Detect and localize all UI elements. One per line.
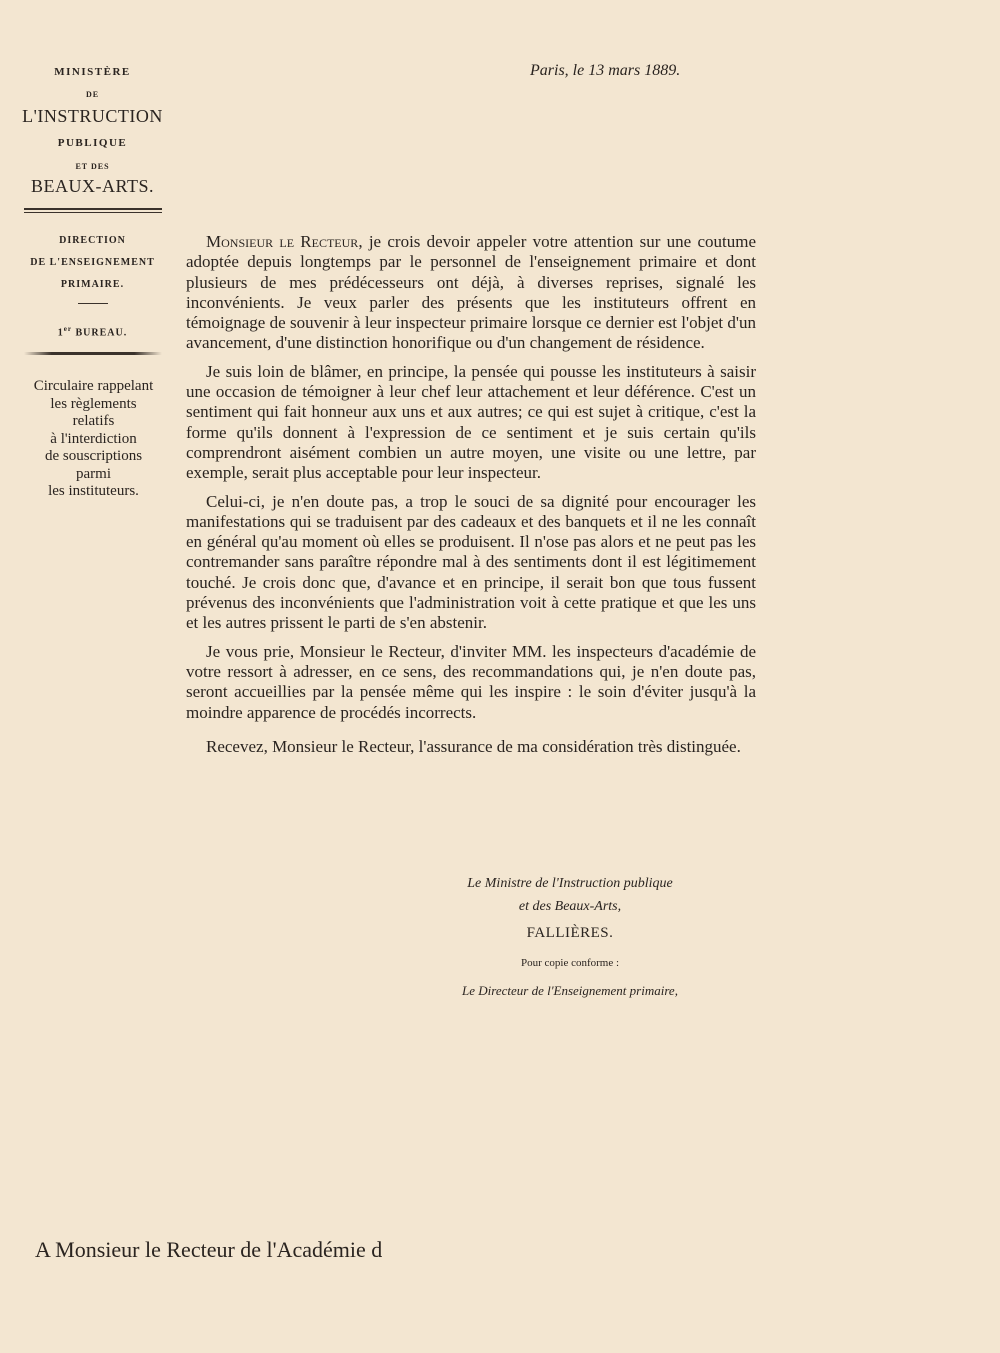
paragraph-4: Je vous prie, Monsieur le Recteur, d'inviter MM. les inspecteurs d'académie de votre ressort à adresser, en ce sens, des recommandations qui, je n'en doute pas, seront accueillies par la pensée même qui les inspire : le soin d'éviter jusqu'à la moindre apparence de procédés incorrects. (186, 641, 756, 722)
bureau-number: 1 (57, 327, 64, 339)
salutation: Monsieur le Recteur (206, 232, 359, 251)
ministry-line-5: ET DES (75, 162, 110, 171)
sidenote-line: les règlements (50, 395, 137, 412)
letter-body (186, 232, 756, 765)
ministry-line-4: PUBLIQUE (57, 137, 128, 149)
sidenote-line: Circulaire rappelant (33, 378, 154, 394)
ministry-line-3: L'INSTRUCTION (22, 106, 163, 126)
bureau-label (0, 325, 185, 338)
sidenote-line: à l'interdiction (50, 430, 137, 447)
sidenote-line: de souscriptions (44, 448, 143, 464)
signature-title-line-2: et des Beaux-Arts, (518, 899, 622, 914)
recipient-address: A Monsieur le Recteur de l'Académie d (35, 1237, 383, 1262)
direction-line-3: PRIMAIRE. (60, 279, 125, 290)
signature-name: FALLIÈRES. (526, 925, 614, 941)
paragraph-1 (186, 232, 756, 354)
ministry-line-6: BEAUX-ARTS. (31, 176, 154, 196)
letter-date: Paris, le 13 mars 1889. (530, 62, 681, 79)
director-line: Le Directeur de l'Enseignement primaire, (462, 983, 678, 998)
sidenote-line: relatifs (72, 413, 115, 429)
sidenote-line: parmi (76, 465, 111, 482)
paragraph-2: Je suis loin de blâmer, en principe, la pensée qui pousse les instituteurs à saisir une occasion de témoigner à leur chef leur attachement et leur déférence. C'est un sentiment qui fait honneur aux uns et aux autres; ce qui est sujet à critique, c'est la forme qu'ils donnent à l'expression de ce sentiment et je suis certain qu'ils comprendront aisément combien un autre moyen, une visite ou une lettre, par exemple, serait plus acceptable pour leur inspecteur. (186, 361, 756, 483)
bureau-superscript: er (63, 325, 72, 333)
closing-paragraph: Recevez, Monsieur le Recteur, l'assurance de ma considération très distinguée. (206, 736, 741, 756)
bureau-swell-rule (24, 352, 162, 355)
signature-title-line-1: Le Ministre de l'Instruction publique (467, 876, 673, 891)
header-double-rule (24, 208, 162, 213)
sidenote-line: les instituteurs. (48, 483, 139, 499)
direction-line-1: DIRECTION (59, 235, 126, 246)
direction-line-2: DE L'ENSEIGNEMENT (30, 257, 155, 268)
copy-conform-note: Pour copie conforme : (520, 957, 620, 969)
ministry-line-2: DE (85, 90, 100, 99)
paragraph-1-text: , je crois devoir appeler votre attention sur une coutume adoptée depuis longtemps par le personnel de l'enseignement primaire et dont plusieurs de mes prédécesseurs ont déjà, à diverses reprises, signalé les inconvénients. Je veux parler des présents que les instituteurs offrent en témoignage de souvenir à leur inspecteur primaire lorsque ce dernier est l'objet d'un avancement, d'une distinction honorifique ou d'un changement de résidence. (186, 232, 756, 353)
paragraph-3: Celui-ci, je n'en doute pas, a trop le souci de sa dignité pour encourager les manifestations qui se traduisent par des cadeaux et des banquets et il ne les connaît en général qu'au moment où elles se produisent. Il n'ose pas alors et ne peut pas les contremander sans paraître répondre mal à des sentiments dont il est légitimement touché. Je crois donc que, d'avance et en principe, il serait bon que tous fussent prévenus des inconvénients que l'administration voit à cette pratique et que les uns et les autres prissent le parti de s'en abstenir. (186, 491, 756, 633)
ministry-line-1: MINISTÈRE (54, 66, 131, 78)
subject-sidenote (16, 378, 171, 501)
direction-short-rule (78, 303, 108, 304)
bureau-text: BUREAU. (75, 327, 128, 339)
